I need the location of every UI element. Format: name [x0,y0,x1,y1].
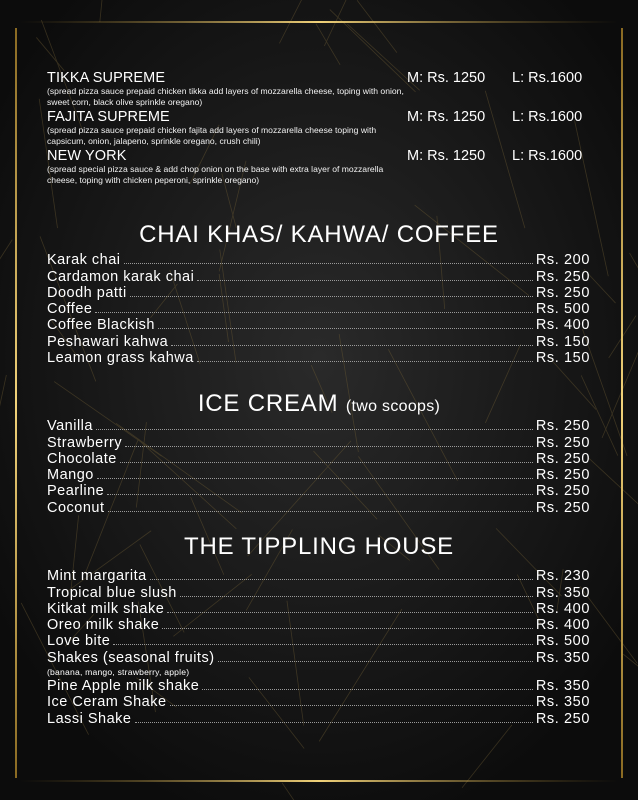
dot-leader [167,611,533,613]
list-item [47,568,590,584]
list-item [47,467,590,483]
pizza-description: (spread pizza sauce prepaid chicken fajita add layers of mozzarella cheese toping with capsicum, onion, jalapeno, sprinkle oregano, crush chili) [47,125,377,146]
tippling-list [47,568,590,727]
dot-leader [113,643,532,645]
item-name: Mango [47,467,94,484]
list-item [47,333,590,349]
item-price: Rs. 230 [535,568,590,585]
section-title-tippling: THE TIPPLING HOUSE [183,533,454,560]
dot-leader [135,721,533,723]
pizza-item [47,109,592,146]
dot-leader [171,344,533,346]
item-price: Rs. 250 [535,483,590,500]
item-name: Kitkat milk shake [47,600,165,617]
item-name: Tropical blue slush [47,584,177,601]
item-price: Rs. 250 [535,499,590,516]
pizza-item [47,148,592,185]
list-item [47,418,590,434]
item-price: Rs. 350 [535,694,590,711]
item-price: Rs. 250 [535,268,590,285]
price-large: L: Rs.1600 [512,109,583,125]
dot-leader [107,493,533,495]
item-name: Shakes (seasonal fruits) [47,649,215,666]
list-item [47,252,590,268]
list-item [47,710,590,726]
pizza-name: FAJITA SUPREME [47,109,170,125]
list-item [47,617,590,633]
item-note: (banana, mango, strawberry, apple) [47,666,190,677]
pizza-list [47,70,592,185]
item-price: Rs. 250 [535,284,590,301]
item-price: Rs. 350 [535,649,590,666]
chai-list [47,252,590,366]
price-medium: M: Rs. 1250 [407,70,486,86]
item-name: Doodh patti [47,284,127,301]
dot-leader [95,311,532,313]
item-name: Pearline [47,483,105,500]
item-name: Chocolate [47,450,117,467]
item-price: Rs. 400 [535,600,590,617]
pizza-name: TIKKA SUPREME [47,70,166,86]
dot-leader [170,704,533,706]
dot-leader [130,295,533,297]
pizza-description: (spread pizza sauce prepaid chicken tikka add layers of mozzarella cheese, toping with onion, sweet corn, black olive sprinkle oregano) [47,86,404,107]
dot-leader [120,461,533,463]
list-item [47,285,590,301]
list-item [47,633,590,649]
section-title-text: ICE CREAM [197,390,339,417]
item-price: Rs. 250 [535,450,590,467]
pizza-description: (spread special pizza sauce & add chop onion on the base with extra layer of mozzarella cheese, toping with chicken peperoni, sprinkle oregano) [47,164,384,185]
list-item [47,350,590,366]
item-price: Rs. 500 [535,633,590,650]
item-name: Cardamon karak chai [47,268,195,285]
dot-leader [202,688,532,690]
dot-leader [124,262,533,264]
dot-leader [150,578,533,580]
item-price: Rs. 150 [535,350,590,367]
dot-leader [180,595,533,597]
item-price: Rs. 250 [535,467,590,484]
dot-leader [108,510,533,512]
item-name: Pine Apple milk shake [47,678,200,695]
list-item [47,649,590,665]
item-price: Rs. 250 [535,434,590,451]
list-item [47,451,590,467]
list-item [47,268,590,284]
item-name: Coconut [47,499,105,516]
section-title-chai: CHAI KHAS/ KAHWA/ COFFEE [139,221,499,248]
item-name: Mint margarita [47,568,147,585]
item-name: Coffee Blackish [47,317,155,334]
item-name: Ice Ceram Shake [47,694,167,711]
item-name: Karak chai [47,252,121,269]
dot-leader [197,360,533,362]
item-price: Rs. 350 [535,584,590,601]
item-price: Rs. 200 [535,252,590,269]
section-title-icecream [0,391,638,420]
price-large: L: Rs.1600 [512,148,583,164]
item-price: Rs. 250 [535,418,590,435]
item-name: Oreo milk shake [47,617,160,634]
list-item [47,694,590,710]
list-item [47,483,590,499]
item-price: Rs. 350 [535,678,590,695]
icecream-list [47,418,590,516]
item-price: Rs. 150 [535,333,590,350]
dot-leader [162,627,533,629]
item-price: Rs. 500 [535,301,590,318]
item-name: Leamon grass kahwa [47,350,194,367]
item-name: Lassi Shake [47,710,132,727]
dot-leader [158,327,533,329]
item-price: Rs. 250 [535,710,590,727]
dot-leader [125,445,533,447]
item-name: Coffee [47,301,93,318]
list-item [47,434,590,450]
dot-leader [218,660,533,662]
dot-leader [197,279,533,281]
pizza-item [47,70,592,107]
list-item [47,301,590,317]
item-price: Rs. 400 [535,617,590,634]
list-item [47,499,590,515]
price-large: L: Rs.1600 [512,70,583,86]
item-name: Vanilla [47,418,93,435]
dot-leader [96,428,533,430]
item-name: Peshawari kahwa [47,333,169,350]
list-item [47,601,590,617]
item-name: Strawberry [47,434,123,451]
item-price: Rs. 400 [535,317,590,334]
price-medium: M: Rs. 1250 [407,109,486,125]
list-item [47,678,590,694]
item-name: Love bite [47,633,111,650]
list-item [47,584,590,600]
dot-leader [97,477,533,479]
pizza-name: NEW YORK [47,148,127,164]
list-item [47,317,590,333]
section-subtitle: (two scoops) [345,398,441,415]
price-medium: M: Rs. 1250 [407,148,486,164]
